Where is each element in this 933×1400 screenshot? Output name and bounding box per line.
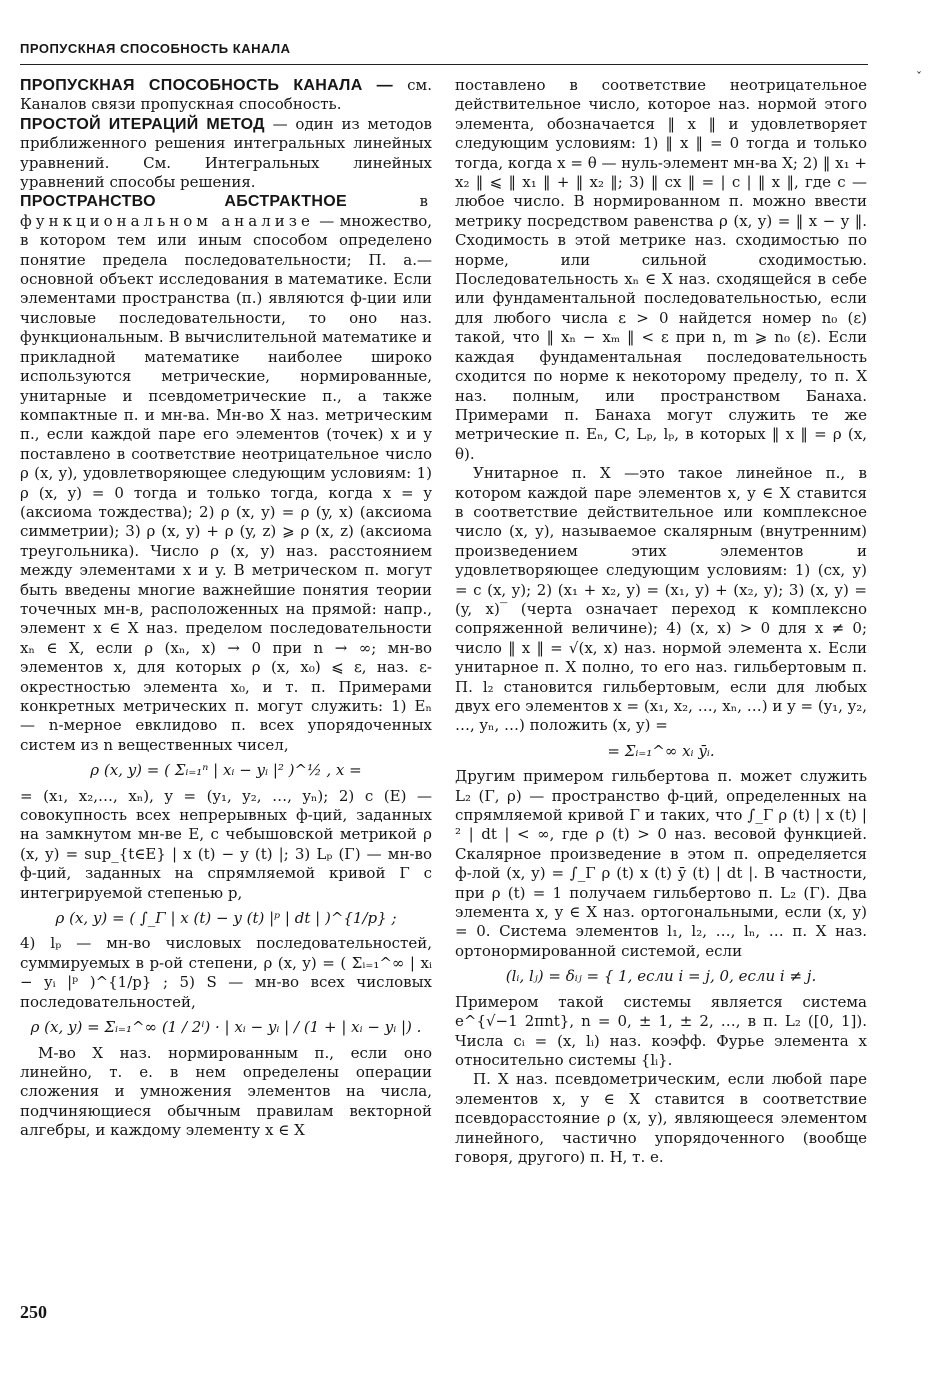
page-number: 250 bbox=[20, 1302, 47, 1322]
entry-body: — один из методов приближенного решения интегральных линейных уравнений. См. Интегральных линейных уравнений способы решения. bbox=[20, 114, 432, 192]
formula-lp-curve-metric: ρ (x, y) = ( ∫_Γ | x (t) − y (t) |ᵖ | dt | )^{1/p} ; bbox=[55, 909, 397, 928]
margin-mark: ˇ bbox=[916, 70, 922, 84]
header-rule bbox=[20, 64, 868, 65]
left-column bbox=[20, 76, 432, 1141]
right-column bbox=[455, 76, 867, 1167]
formula-euclidean-metric: ρ (x, y) = ( Σᵢ₌₁ⁿ | xᵢ − yᵢ |² )^½ , x = bbox=[90, 761, 362, 780]
paragraph-sequences: 4) lₚ — мн-во числовых последовательностей, суммируемых в p-ой степени, ρ (x, y) = ( Σᵢ₌₁^∞ | xᵢ − yᵢ |ᵖ )^{1/p} ; 5) S — мн-во всех числовых последовательностей, bbox=[20, 934, 432, 1011]
running-head: ПРОПУСКНАЯ СПОСОБНОСТЬ КАНАЛА bbox=[20, 41, 291, 56]
paragraph-unitary: Унитарное п. X —это такое линейное п., в котором каждой паре элементов x, y ∈ X ставится в соответствие действительное или комплексное число (x, y), называемое скалярным (внутренним) произведением этих элементов и удовлетворяющее следующим условиям: 1) (cx, y) = c (x, y); 2) (x₁ + x₂, y) = (x₁, y) + (x₂, y); 3) (x, y) = (y, x)‾ (черта означает переход к комплексно сопряженной величине); 4) (x, x) > 0 для x ≠ 0; число ‖ x ‖ = √(x, x) наз. нормой элемента x. Если унитарное п. X полно, то его наз. гильбертовым п. П. l₂ становится гильбертовым, если для любых двух его элементов x = (x₁, x₂, …, xₙ, …) и y = (y₁, y₂, …, yₙ, …) положить (x, y) = bbox=[455, 464, 867, 735]
entry-headword: ПРОСТРАНСТВО АБСТРАКТНОЕ bbox=[20, 193, 347, 211]
entry-body: — множество, в котором тем или иным способом определено понятие предела последовательности; П. а.— основной объект исследования в математике. Если элементами пространства (п.) являются ф-ции или числовые последовательности, то оно наз. функциональным. В вычислительной математике и прикладной математике наиболее широко используются метрические, нормированные, унитарные и псевдометрические п., а также компактные п. и мн-ва. Мн-во X наз. метрическим п., если каждой паре его элементов (точек) x и y поставлено в соответствие неотрицательное число ρ (x, y), удовлетворяющее следующим условиям: 1) ρ (x, y) = 0 тогда и только тогда, когда x = y (аксиома тождества); 2) ρ (x, y) = ρ (y, x) (аксиома симметрии); 3) ρ (x, y) + ρ (y, z) ⩾ ρ (x, z) (аксиома треугольника). Число ρ (x, y) наз. расстоянием между элементами x и y. В метрическом п. могут быть введены многие важнейшие понятия теории точечных мн-в, расположенных на прямой: напр., элемент x ∈ X наз. пределом последовательности xₙ ∈ X, если ρ (xₙ, x) → 0 при n → ∞; мн-во элементов x, для которых ρ (x, x₀) ⩽ ε, наз. ε-окрестностью элемента x₀, и т. п. Примерами конкретных метрических п. могут служить: 1) Eₙ — n-мерное евклидово п. всех упорядоченных систем из n вещественных чисел, bbox=[20, 211, 432, 754]
entry-headword: ПРОПУСКНАЯ СПОСОБНОСТЬ КАНАЛА — bbox=[20, 77, 393, 94]
entry-prostranstvo-abstraktnoe bbox=[20, 192, 432, 755]
paragraph-orthonormal-example: Примером такой системы является система e^{√−1 2πnt}, n = 0, ± 1, ± 2, …, в п. L₂ ([0, 1]). Числа cᵢ = (x, lᵢ) наз. коэфф. Фурье элемента x относительно системы {lᵢ}. bbox=[455, 992, 867, 1069]
paragraph-norm: поставлено в соответствие неотрицательное действительное число, которое наз. нормой этого элемента, обозначается ‖ x ‖ и удовлетворяет следующим условиям: 1) ‖ x ‖ = 0 тогда и только тогда, когда x = θ — нуль-элемент мн-ва X; 2) ‖ x₁ + x₂ ‖ ⩽ ‖ x₁ ‖ + ‖ x₂ ‖; 3) ‖ cx ‖ = | c | ‖ x ‖, где c — любое число. В нормированном п. можно ввести метрику посредством равенства ρ (x, y) = ‖ x − y ‖. Сходимость в этой метрике наз. сходимостью по норме, или сильной сходимостью. Последовательность xₙ ∈ X наз. сходящейся в себе или фундаментальной последовательностью, если для любого числа ε > 0 найдется номер n₀ (ε) такой, что ‖ xₙ − xₘ ‖ < ε при n, m ⩾ n₀ (ε). Если каждая фундаментальная последовательность сходится по норме к некоторому пределу, то п. X наз. полным, или пространством Банаха. Примерами п. Банаха могут служить те же метрические п. Eₙ, C, Lₚ, lₚ, в которых ‖ x ‖ = ρ (x, θ). bbox=[455, 76, 867, 463]
formula-l2-inner-product: = Σᵢ₌₁^∞ xᵢ ȳᵢ. bbox=[607, 741, 715, 760]
paragraph-examples: = (x₁, x₂,…, xₙ), y = (y₁, y₂, …, yₙ); 2) c (E) — совокупность всех непрерывных ф-ций, заданных на замкнутом мн-ве E, с чебышовской метрикой ρ (x, y) = sup_{t∈E} | x (t) − y (t) |; 3) Lₚ (Γ) — мн-во ф-ций, заданных на спрямляемой кривой Γ с интегрируемой степенью p, bbox=[20, 786, 432, 902]
entry-headword: ПРОСТОЙ ИТЕРАЦИЙ МЕТОД bbox=[20, 115, 265, 133]
entry-prostoy-iteratsiy bbox=[20, 115, 432, 193]
formula-s-metric: ρ (x, y) = Σᵢ₌₁^∞ (1 / 2ⁱ) · | xᵢ − yᵢ | / (1 + | xᵢ − yᵢ |) . bbox=[30, 1018, 422, 1037]
spaced-text: в функциональном анализе bbox=[20, 192, 432, 230]
entry-body: см. Каналов связи пропускная способность. bbox=[20, 76, 432, 114]
paragraph-pseudometric: П. X наз. псевдометрическим, если любой паре элементов x, y ∈ X ставится в соответствие псевдорасстояние ρ (x, y), являющееся элементом линейного, частично упорядоченного (вообще говоря, другого) п. H, т. е. bbox=[455, 1070, 867, 1166]
paragraph-hilbert: Другим примером гильбертова п. может служить L₂ (Γ, ρ) — пространство ф-ций, определенных на спрямляемой кривой Γ и таких, что ∫_Γ ρ (t) | x (t) |² | dt | < ∞, где ρ (t) > 0 наз. весовой функцией. Скалярное произведение в этом п. определяется ф-лой (x, y) = ∫_Γ ρ (t) x (t) ȳ (t) | dt |. В частности, при ρ (t) = 1 получаем гильбертово п. L₂ (Γ). Два элемента x, y ∈ X наз. ортогональными, если (x, y) = 0. Система элементов l₁, l₂, …, lₙ, … п. X наз. ортонормированной системой, если bbox=[455, 767, 867, 960]
entry-propusknaya bbox=[20, 76, 432, 115]
formula-kronecker: (lᵢ, lⱼ) = δᵢⱼ = { 1, если i = j, 0, если i ≠ j. bbox=[505, 967, 817, 986]
paragraph-normed: М-во X наз. нормированным п., если оно линейно, т. е. в нем определены операции сложения и умножения элементов на числа, подчиняющиеся обычным правилам векторной алгебры, и каждому элементу x ∈ X bbox=[20, 1043, 432, 1140]
